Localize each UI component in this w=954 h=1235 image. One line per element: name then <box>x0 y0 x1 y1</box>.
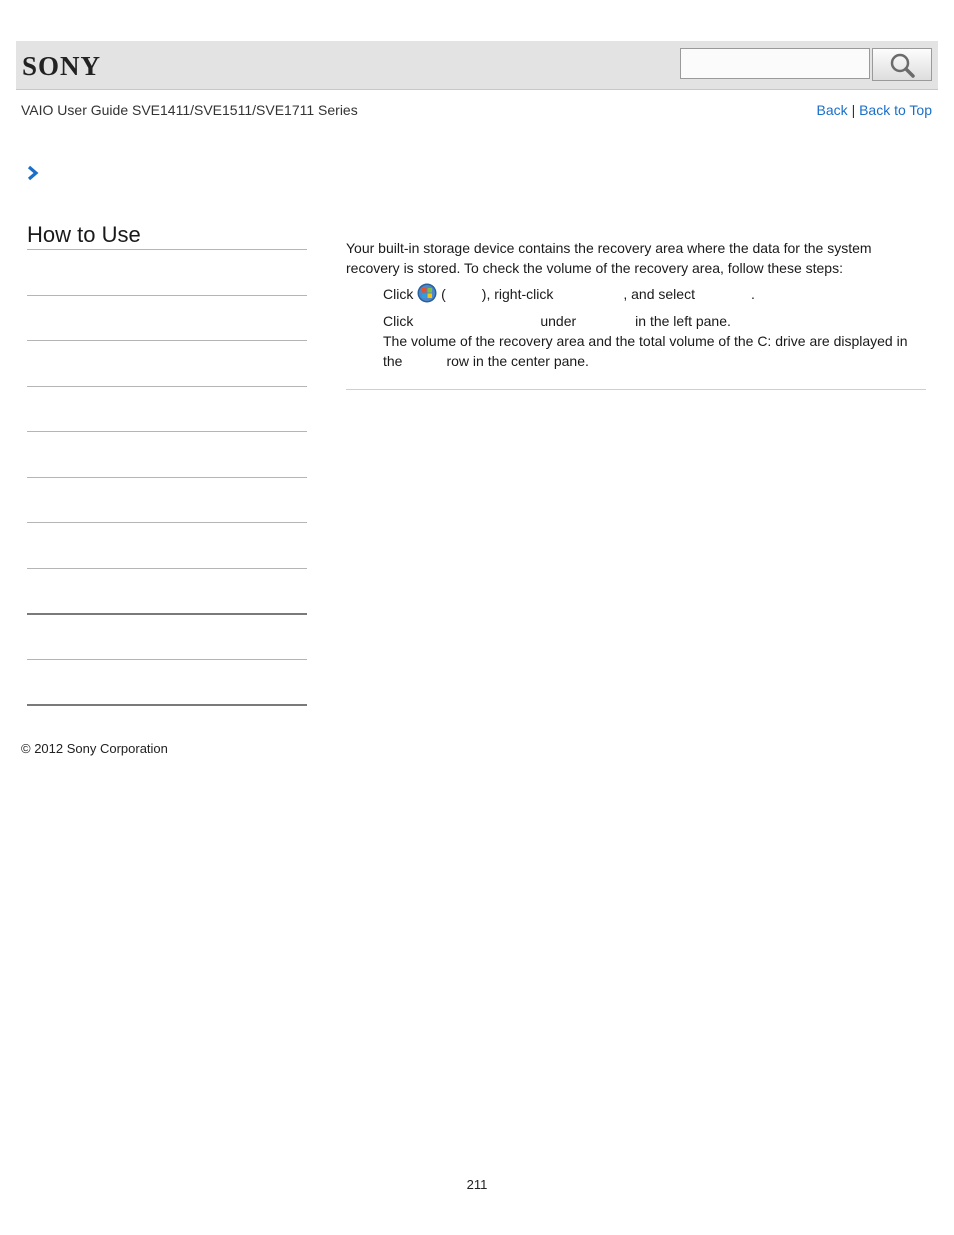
step-2-description: The volume of the recovery area and the total volume of the C: drive are displayed in <box>383 333 908 349</box>
step-2-under: under <box>540 313 577 329</box>
sidebar-item[interactable] <box>27 568 307 569</box>
step-2-click: Click <box>383 313 414 329</box>
step-1-click: Click <box>383 286 414 302</box>
sidebar-item[interactable] <box>27 386 307 387</box>
sidebar-divider <box>27 249 307 250</box>
step-2-left-pane: in the left pane. <box>635 313 731 329</box>
sidebar-item[interactable] <box>27 704 307 706</box>
nav-links <box>817 102 932 118</box>
back-link[interactable]: Back <box>816 102 848 118</box>
step-1-period: . <box>750 286 755 302</box>
step-1-right-click: ), right-click <box>481 286 554 302</box>
copyright: © 2012 Sony Corporation <box>21 741 168 756</box>
content-divider <box>346 389 926 390</box>
top-header-bar <box>16 41 938 90</box>
sidebar-item[interactable] <box>27 340 307 341</box>
sidebar-item[interactable] <box>27 431 307 432</box>
nav-separator: | <box>851 102 856 118</box>
breadcrumb-chevron-icon[interactable] <box>26 165 40 181</box>
step-2-the: the <box>383 353 403 369</box>
guide-title: VAIO User Guide SVE1411/SVE1511/SVE1711 Series <box>21 102 358 118</box>
windows-start-icon <box>417 283 437 303</box>
step-1 <box>383 283 755 304</box>
sony-logo[interactable]: SONY <box>22 51 102 81</box>
sidebar-item[interactable] <box>27 522 307 523</box>
step-2-row: row in the center pane. <box>446 353 589 369</box>
sidebar-item[interactable] <box>27 477 307 478</box>
intro-paragraph: Your built-in storage device contains the recovery area where the data for the system recovery is stored. To check the volume of the recovery area, follow these steps: <box>346 240 872 276</box>
sidebar-item[interactable] <box>27 659 307 660</box>
back-to-top-link[interactable]: Back to Top <box>859 102 932 118</box>
step-2 <box>383 311 926 371</box>
sidebar-title: How to Use <box>27 222 141 247</box>
search-icon <box>889 52 915 78</box>
search-button[interactable] <box>872 48 932 81</box>
sidebar-item[interactable] <box>27 613 307 615</box>
main-content <box>346 238 926 278</box>
search-input[interactable] <box>680 48 870 79</box>
step-1-and-select: , and select <box>623 286 695 302</box>
step-1-paren: ( <box>441 286 446 302</box>
page-number: 211 <box>466 1177 488 1192</box>
sidebar-item[interactable] <box>27 295 307 296</box>
